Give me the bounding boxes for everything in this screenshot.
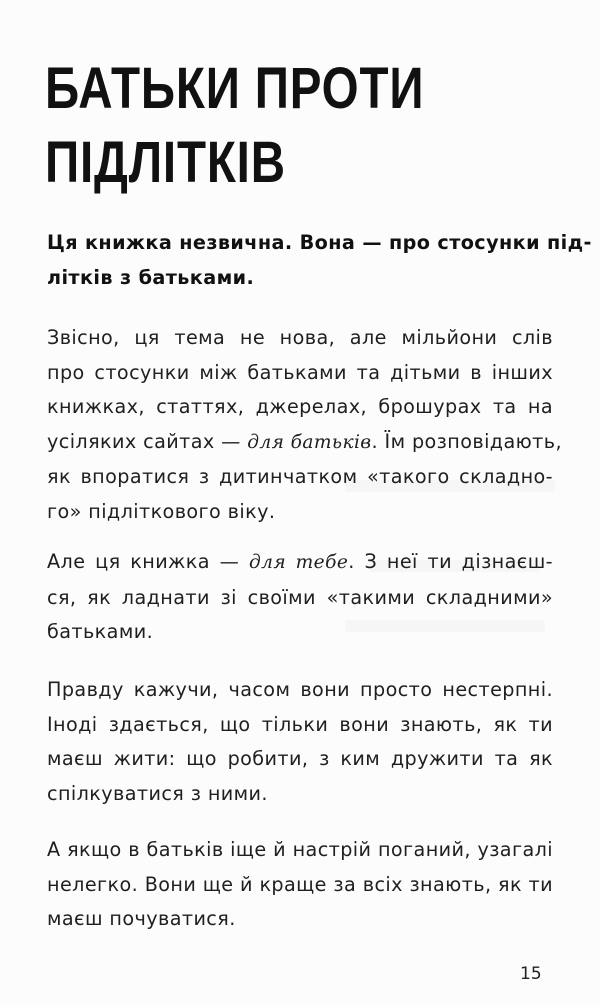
body-line: го» підліткового віку. <box>47 499 276 523</box>
body-line: ся, як ладнати зі своїми «такими складними» <box>47 585 553 609</box>
body-text: усіляких сайтах — <box>47 429 248 453</box>
chapter-title-line-2: ПІДЛІТКІВ <box>45 130 286 195</box>
body-line: про стосунки між батьками та дітьми в інших <box>47 360 553 384</box>
body-line <box>47 545 553 581</box>
chapter-title-line-1: БАТЬКИ ПРОТИ <box>45 56 425 121</box>
body-text: . Їм розповідають, <box>371 429 562 453</box>
body-text: Але ця книжка — <box>47 550 249 573</box>
body-line: батьками. <box>47 620 154 643</box>
body-line: Правду кажучи, часом вони просто нестерпні. <box>47 678 553 701</box>
body-paragraph-4 <box>47 833 553 937</box>
body-line: Іноді здається, що тільки вони знають, як ти <box>47 712 553 736</box>
emphasis-text: для батьків <box>247 431 372 453</box>
chapter-title <box>45 52 471 200</box>
body-line: нелегко. Вони ще й краще за всіх знають, як ти <box>47 872 553 896</box>
body-line: книжках, статтях, джерелах, брошурах та на <box>47 395 553 418</box>
lead-line: Ця книжка незвична. Вона — про стосунки під- <box>47 231 592 254</box>
body-line: спілкуватися з ними. <box>47 781 268 805</box>
body-line: маєш жити: що робити, з ким дружити та як <box>47 747 553 770</box>
page-number: 15 <box>520 964 542 984</box>
lead-line: літків з батьками. <box>47 265 255 289</box>
body-paragraph-3 <box>47 673 553 811</box>
emphasis-text: для тебе <box>248 552 349 573</box>
body-paragraph-1 <box>47 321 562 529</box>
body-line: маєш почуватися. <box>47 907 236 930</box>
body-line: Звісно, ця тема не нова, але мільйони слів <box>47 326 553 349</box>
body-line <box>47 425 562 461</box>
body-line: як впоратися з дитинчатком «такого складно- <box>47 465 553 488</box>
body-text: . З неї ти дізнаєш- <box>348 550 553 573</box>
body-line: А якщо в батьків іще й настрій поганий, узагалі <box>47 838 553 861</box>
lead-paragraph <box>47 226 592 295</box>
body-paragraph-2 <box>47 545 553 650</box>
